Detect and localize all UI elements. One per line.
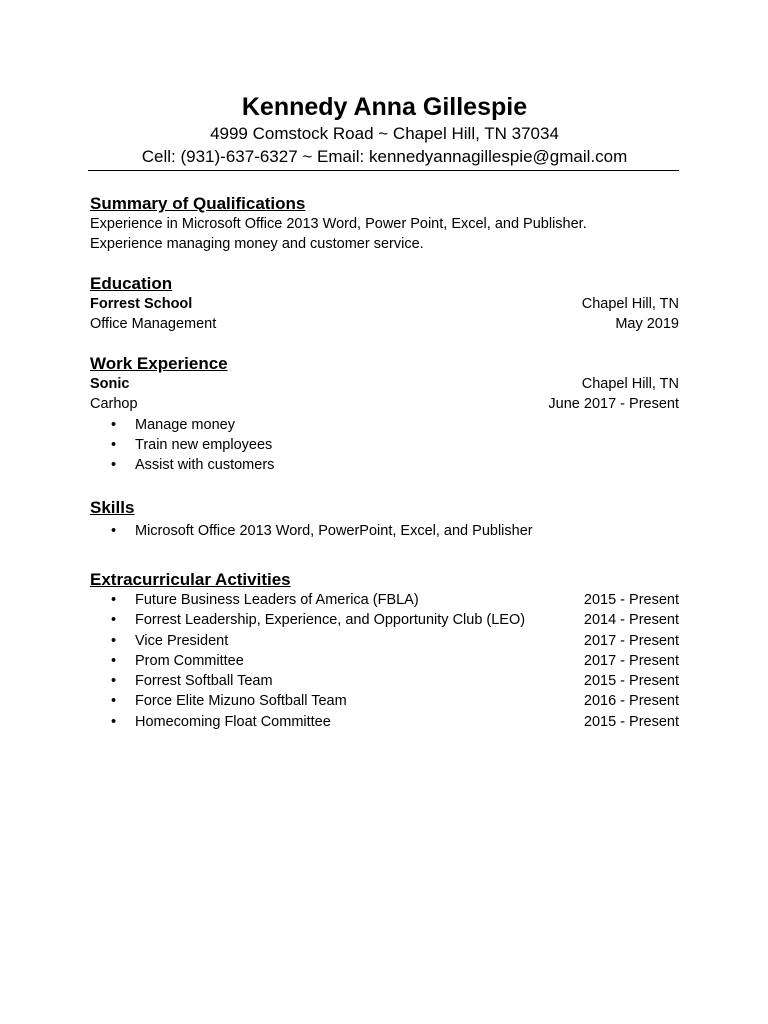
bullet-icon: • [111, 693, 117, 710]
program-name: Office Management [90, 315, 217, 332]
list-item [90, 691, 679, 711]
list-item [90, 610, 679, 630]
work-heading: Work Experience [90, 354, 228, 374]
bullet-icon: • [111, 591, 117, 608]
activity-name: Homecoming Float Committee [135, 713, 331, 730]
activity-dates: 2016 - Present [583, 693, 679, 710]
list-item [90, 671, 679, 691]
duty-text: Manage money [135, 416, 235, 433]
activity-name: Force Elite Mizuno Softball Team [135, 693, 347, 710]
list-item [90, 631, 679, 651]
bullet-icon: • [111, 652, 117, 669]
job-title: Carhop [90, 396, 138, 413]
activity-dates: 2015 - Present [583, 591, 679, 608]
activity-name: Forrest Leadership, Experience, and Opportunity Club (LEO) [135, 612, 526, 629]
activities-section [90, 569, 679, 732]
employer-location: Chapel Hill, TN [581, 376, 679, 393]
graduation-date: May 2019 [615, 315, 679, 332]
skills-list [90, 521, 679, 541]
activity-dates: 2017 - Present [583, 652, 679, 669]
skill-text: Microsoft Office 2013 Word, PowerPoint, Excel, and Publisher [135, 522, 533, 539]
employer-name: Sonic [90, 376, 130, 393]
resume-name: Kennedy Anna Gillespie [241, 93, 528, 121]
education-school-row [90, 294, 679, 314]
education-section [90, 273, 679, 335]
summary-line: Experience in Microsoft Office 2013 Word, Power Point, Excel, and Publisher. [90, 216, 587, 232]
skills-heading: Skills [90, 497, 135, 517]
bullet-icon: • [111, 457, 117, 474]
activity-name: Forrest Softball Team [135, 673, 273, 690]
activity-name: Prom Committee [135, 652, 244, 669]
activities-list [90, 590, 679, 732]
activity-dates: 2015 - Present [583, 673, 679, 690]
address-line: 4999 Comstock Road ~ Chapel Hill, TN 37034 [210, 124, 559, 143]
list-item [90, 415, 679, 435]
bullet-icon: • [111, 437, 117, 454]
work-role-row [90, 394, 679, 414]
duties-list [90, 415, 679, 476]
list-item [90, 712, 679, 732]
activity-dates: 2017 - Present [583, 632, 679, 649]
work-section [90, 353, 679, 475]
list-item [90, 435, 679, 455]
duty-text: Train new employees [135, 437, 273, 454]
bullet-icon: • [111, 673, 117, 690]
header-divider [88, 170, 679, 171]
bullet-icon: • [111, 612, 117, 629]
bullet-icon: • [111, 632, 117, 649]
bullet-icon: • [111, 713, 117, 730]
school-location: Chapel Hill, TN [581, 295, 679, 312]
bullet-icon: • [111, 416, 117, 433]
activity-name: Vice President [135, 632, 229, 649]
activity-dates: 2014 - Present [583, 612, 679, 629]
duty-text: Assist with customers [135, 457, 275, 474]
activity-name: Future Business Leaders of America (FBLA) [135, 591, 419, 608]
summary-section [90, 193, 679, 255]
skills-section [90, 497, 679, 541]
list-item [90, 651, 679, 671]
list-item [90, 590, 679, 610]
activities-heading: Extracurricular Activities [90, 569, 291, 589]
school-name: Forrest School [90, 295, 193, 312]
education-program-row [90, 314, 679, 334]
education-heading: Education [90, 273, 173, 293]
job-dates: June 2017 - Present [548, 396, 679, 413]
summary-line: Experience managing money and customer service. [90, 236, 424, 253]
resume-page [90, 92, 679, 732]
bullet-icon: • [111, 522, 117, 539]
activity-dates: 2015 - Present [583, 713, 679, 730]
contact-line: Cell: (931)-637-6327 ~ Email: kennedyannagillespie@gmail.com [141, 147, 628, 166]
summary-heading: Summary of Qualifications [90, 194, 306, 213]
work-employer-row [90, 374, 679, 394]
list-item [90, 455, 679, 475]
list-item [90, 521, 679, 541]
